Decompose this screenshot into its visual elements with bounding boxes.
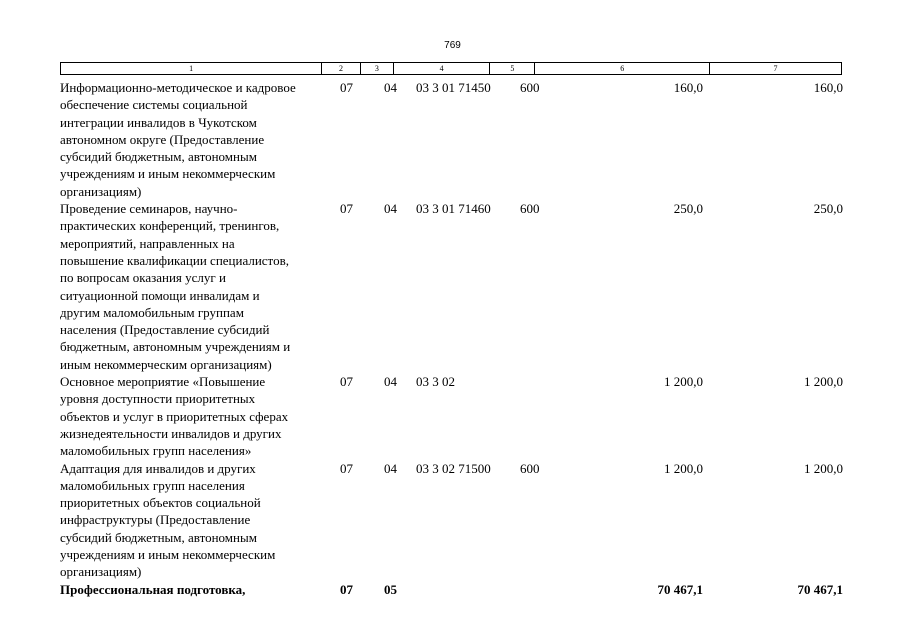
target-article-code: 03 3 01 71460 [416, 201, 491, 217]
section-code: 07 [340, 374, 353, 390]
description-line: интеграции инвалидов в Чукотском [60, 114, 257, 130]
expense-type-code: 600 [520, 460, 540, 476]
target-article-code: 03 3 02 [416, 374, 455, 390]
description-line: субсидий бюджетным, автономным [60, 529, 257, 545]
description-line: маломобильных групп населения [60, 477, 245, 493]
description-line: Профессиональная подготовка, [60, 581, 246, 597]
section-code: 07 [340, 201, 353, 217]
description-line: населения (Предоставление субсидий [60, 322, 270, 338]
description-line: жизнедеятельности инвалидов и других [60, 425, 282, 441]
description-line: повышение квалификации специалистов, [60, 252, 289, 268]
amount-col-6: 1 200,0 [664, 374, 703, 390]
table-row [60, 200, 860, 373]
description-line: учреждениям и иным некоммерческим [60, 166, 276, 182]
subsection-code: 04 [384, 201, 397, 217]
description-line: Проведение семинаров, научно- [60, 201, 238, 217]
description-line: практических конференций, тренингов, [60, 218, 280, 234]
description-line: Основное мероприятие «Повышение [60, 374, 266, 390]
table-body [60, 79, 860, 598]
description-line: Адаптация для инвалидов и других [60, 460, 256, 476]
amount-col-7: 250,0 [813, 201, 843, 217]
description-line: обеспечение системы социальной [60, 97, 248, 113]
section-code: 07 [340, 581, 353, 597]
row-description [60, 460, 338, 581]
subsection-code: 04 [384, 460, 397, 476]
page-number: 769 [444, 40, 461, 51]
description-line: учреждениям и иным некоммерческим [60, 547, 276, 563]
header-col-5: 5 [490, 63, 535, 74]
header-col-4: 4 [394, 63, 490, 74]
description-line: другим маломобильным группам [60, 304, 244, 320]
description-line: уровня доступности приоритетных [60, 391, 256, 407]
section-code: 07 [340, 460, 353, 476]
expense-type-code: 600 [520, 80, 540, 95]
amount-col-6: 160,0 [673, 80, 703, 95]
description-line: маломобильных групп населения» [60, 443, 252, 459]
description-line: ситуационной помощи инвалидам и [60, 287, 260, 303]
description-line: субсидий бюджетным, автономным [60, 149, 257, 165]
description-line: инфраструктуры (Предоставление [60, 512, 251, 528]
section-code: 07 [340, 80, 353, 95]
amount-col-7: 70 467,1 [797, 581, 843, 597]
target-article-code: 03 3 01 71450 [416, 80, 491, 95]
description-line: объектов и услуг в приоритетных сферах [60, 408, 289, 424]
header-col-6: 6 [535, 63, 709, 74]
header-col-1: 1 [61, 63, 322, 74]
header-col-3: 3 [361, 63, 394, 74]
subsection-code: 04 [384, 374, 397, 390]
subsection-code: 04 [384, 80, 397, 95]
row-description [60, 373, 338, 459]
table-row [60, 79, 860, 200]
amount-col-6: 250,0 [673, 201, 703, 217]
amount-col-7: 1 200,0 [804, 374, 843, 390]
expense-type-code: 600 [520, 201, 540, 217]
description-line: Информационно-методическое и кадровое [60, 80, 296, 95]
amount-col-6: 1 200,0 [664, 460, 703, 476]
table-header [60, 62, 842, 75]
row-description [60, 79, 338, 200]
amount-col-7: 1 200,0 [804, 460, 843, 476]
table-row [60, 373, 860, 459]
description-line: бюджетным, автономным учреждениям и [60, 339, 291, 355]
description-line: по вопросам оказания услуг и [60, 270, 226, 286]
description-line: организациям) [60, 183, 142, 199]
amount-col-7: 160,0 [813, 80, 843, 95]
description-line: автономном округе (Предоставление [60, 131, 265, 147]
description-line: организациям) [60, 564, 142, 580]
header-col-2: 2 [322, 63, 361, 74]
table-row [60, 581, 860, 598]
target-article-code: 03 3 02 71500 [416, 460, 491, 476]
row-description [60, 200, 338, 373]
amount-col-6: 70 467,1 [657, 581, 703, 597]
description-line: мероприятий, направленных на [60, 235, 235, 251]
subsection-code: 05 [384, 581, 397, 597]
row-description [60, 581, 338, 598]
description-line: приоритетных объектов социальной [60, 495, 261, 511]
header-col-7: 7 [773, 64, 778, 73]
table-row [60, 460, 860, 581]
description-line: иным некоммерческим организациям) [60, 356, 272, 372]
